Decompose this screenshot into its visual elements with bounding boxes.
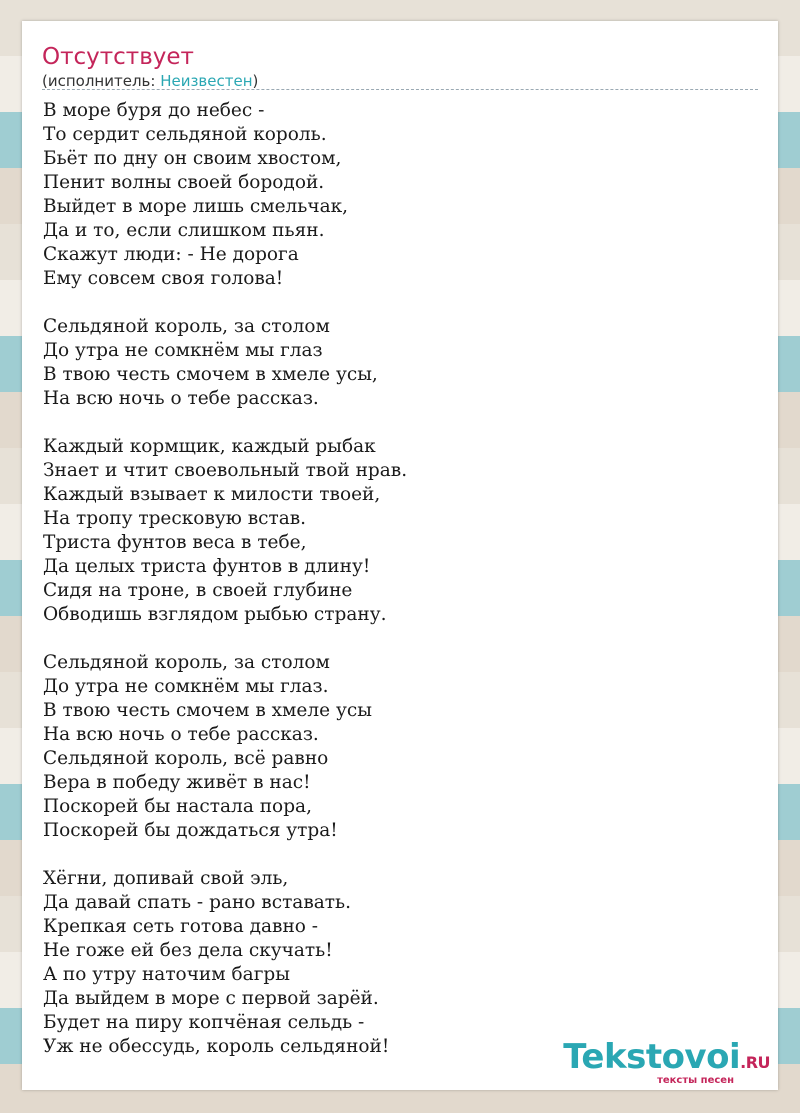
artist-suffix: ) xyxy=(252,72,259,90)
lyric-line: Да целых триста фунтов в длину! xyxy=(43,556,371,577)
artist-prefix: (исполнитель: xyxy=(42,72,161,90)
lyric-line: Крепкая сеть готова давно - xyxy=(43,916,319,937)
lyric-line: Каждый взывает к милости твоей, xyxy=(43,484,381,505)
lyric-line: Будет на пиру копчёная сельдь - xyxy=(43,1012,365,1033)
lyric-line: Хёгни, допивай свой эль, xyxy=(43,868,289,889)
logo-tld: .RU xyxy=(740,1053,770,1072)
lyric-line: Да давай спать - рано вставать. xyxy=(43,892,351,913)
lyric-line: Сельдяной король, за столом xyxy=(43,316,330,337)
lyric-line: Знает и чтит своевольный твой нрав. xyxy=(43,460,408,481)
lyric-line: На всю ночь о тебе рассказ. xyxy=(43,388,319,409)
title-divider xyxy=(42,89,758,90)
lyric-line: Не гоже ей без дела скучать! xyxy=(43,940,333,961)
artist-line xyxy=(42,71,258,91)
lyric-line: Каждый кормщик, каждый рыбак xyxy=(43,436,376,457)
lyric-line: В твою честь смочем в хмеле усы xyxy=(43,700,372,721)
stanza-break xyxy=(43,843,763,867)
logo-name: Tekstovoi xyxy=(563,1037,741,1077)
lyric-line: А по утру наточим багры xyxy=(43,964,290,985)
lyric-line: Сидя на троне, в своей глубине xyxy=(43,580,353,601)
lyric-line: До утра не сомкнём мы глаз xyxy=(43,340,323,361)
lyric-line: Бьёт по дну он своим хвостом, xyxy=(43,148,342,169)
lyric-line: На всю ночь о тебе рассказ. xyxy=(43,724,319,745)
song-title: Отсутствует xyxy=(42,44,194,70)
lyric-line: Триста фунтов веса в тебе, xyxy=(43,532,307,553)
lyrics-body xyxy=(43,99,763,1059)
stanza-break xyxy=(43,411,763,435)
lyric-line: Да выйдем в море с первой зарёй. xyxy=(43,988,379,1009)
logo-tagline: тексты песен xyxy=(657,1075,734,1086)
lyric-line: Поскорей бы дождаться утра! xyxy=(43,820,338,841)
lyric-line: Сельдяной король, за столом xyxy=(43,652,330,673)
lyric-line: Поскорей бы настала пора, xyxy=(43,796,312,817)
lyric-line: Сельдяной король, всё равно xyxy=(43,748,329,769)
lyric-line: Уж не обессудь, король сельдяной! xyxy=(43,1036,390,1057)
lyric-line: Скажут люди: - Не дорога xyxy=(43,244,299,265)
lyrics-card xyxy=(22,21,778,1090)
stanza-break xyxy=(43,627,763,651)
lyric-line: Пенит волны своей бородой. xyxy=(43,172,325,193)
lyric-line: На тропу тресковую встав. xyxy=(43,508,307,529)
artist-link[interactable]: Неизвестен xyxy=(160,72,253,90)
stanza-break xyxy=(43,291,763,315)
lyric-line: То сердит сельдяной король. xyxy=(43,124,327,145)
lyric-line: Да и то, если слишком пьян. xyxy=(43,220,325,241)
lyric-line: До утра не сомкнём мы глаз. xyxy=(43,676,329,697)
lyric-line: Вера в победу живёт в нас! xyxy=(43,772,311,793)
site-logo[interactable] xyxy=(563,1039,770,1086)
lyric-line: В твою честь смочем в хмеле усы, xyxy=(43,364,378,385)
lyric-line: В море буря до небес - xyxy=(43,100,265,121)
lyric-line: Выйдет в море лишь смельчак, xyxy=(43,196,349,217)
lyric-line: Обводишь взглядом рыбью страну. xyxy=(43,604,387,625)
lyric-line: Ему совсем своя голова! xyxy=(43,268,284,289)
